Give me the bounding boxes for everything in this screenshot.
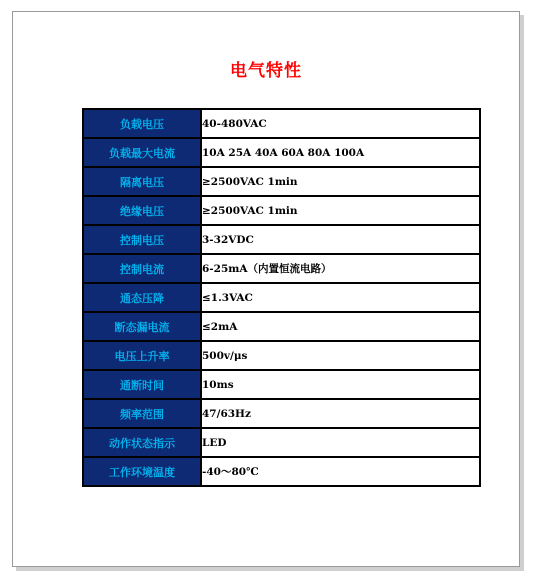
- spec-label: 通态压降: [83, 283, 201, 312]
- spec-value: 10ms: [201, 370, 480, 399]
- spec-value: ≤2mA: [201, 312, 480, 341]
- spec-value: LED: [201, 428, 480, 457]
- spec-label: 频率范围: [83, 399, 201, 428]
- spec-value: ≥2500VAC 1min: [201, 167, 480, 196]
- spec-value: 3-32VDC: [201, 225, 480, 254]
- spec-label: 通断时间: [83, 370, 201, 399]
- table-row: [83, 254, 480, 283]
- spec-value: ≥2500VAC 1min: [201, 196, 480, 225]
- table-row: [83, 138, 480, 167]
- spec-value: -40～80℃: [201, 457, 480, 486]
- table-row: [83, 457, 480, 486]
- spec-label: 负载最大电流: [83, 138, 201, 167]
- spec-label: 控制电压: [83, 225, 201, 254]
- spec-value: 40-480VAC: [201, 109, 480, 138]
- spec-value: 47/63Hz: [201, 399, 480, 428]
- table-row: [83, 341, 480, 370]
- table-row: [83, 109, 480, 138]
- table-row: [83, 225, 480, 254]
- page-title: 电气特性: [230, 61, 302, 81]
- table-row: [83, 428, 480, 457]
- spec-label: 绝缘电压: [83, 196, 201, 225]
- spec-label: 控制电流: [83, 254, 201, 283]
- table-row: [83, 312, 480, 341]
- table-row: [83, 283, 480, 312]
- spec-label: 隔离电压: [83, 167, 201, 196]
- spec-value: 6-25mA（内置恒流电路）: [201, 254, 480, 283]
- spec-label: 工作环境温度: [83, 457, 201, 486]
- table-row: [83, 370, 480, 399]
- table-row: [83, 167, 480, 196]
- document-frame: [12, 11, 520, 567]
- spec-value: 10A 25A 40A 60A 80A 100A: [201, 138, 480, 167]
- spec-value: 500v/μs: [201, 341, 480, 370]
- spec-value: ≤1.3VAC: [201, 283, 480, 312]
- table-row: [83, 196, 480, 225]
- spec-label: 动作状态指示: [83, 428, 201, 457]
- table-row: [83, 399, 480, 428]
- spec-label: 电压上升率: [83, 341, 201, 370]
- spec-label: 断态漏电流: [83, 312, 201, 341]
- spec-table: [82, 108, 481, 487]
- spec-label: 负载电压: [83, 109, 201, 138]
